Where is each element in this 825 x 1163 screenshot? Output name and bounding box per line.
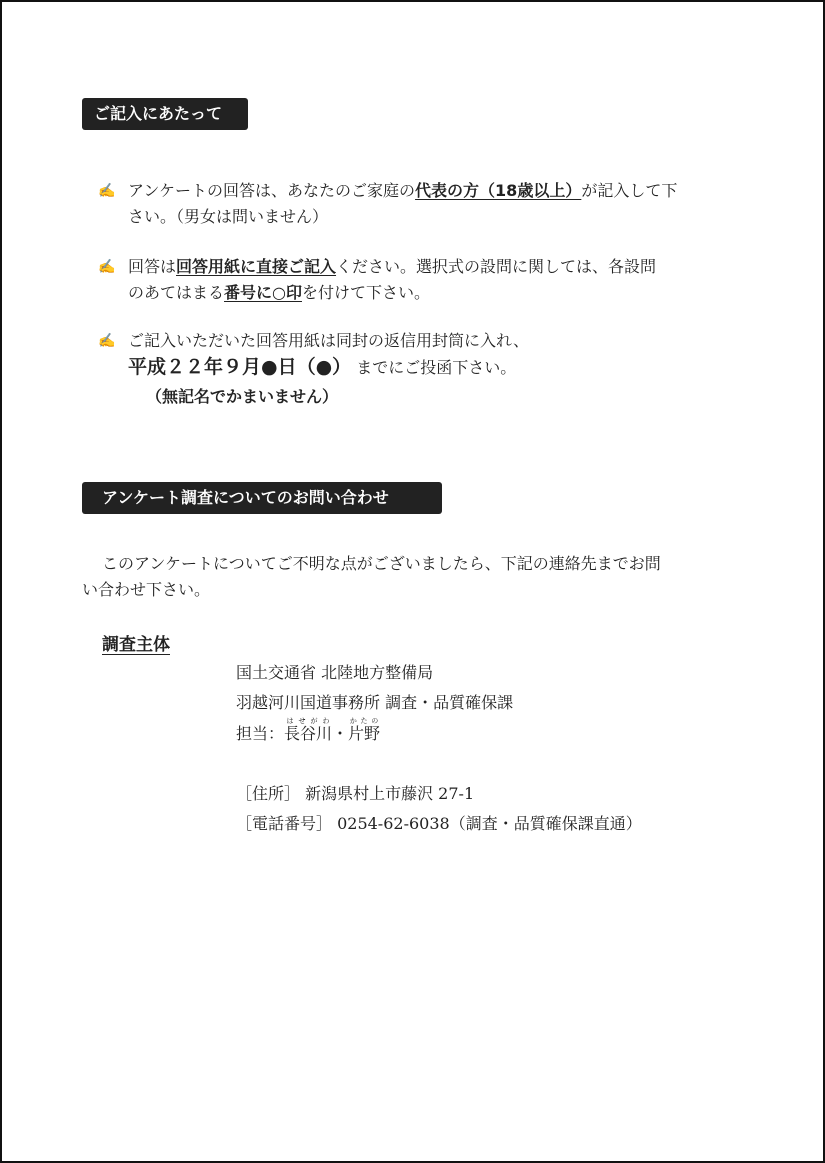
instruction-item-return-deadline	[98, 328, 728, 381]
contact-name-hasegawa: 長谷川はせがわ	[284, 717, 333, 743]
contact-person: 担当：長谷川はせがわ・片野かたの	[236, 717, 381, 743]
instruction-item-answer-sheet	[98, 254, 728, 306]
anonymous-note: （無記名でかまいません）	[146, 387, 339, 406]
pen-writing-icon: ✍	[98, 333, 116, 349]
org-line-ministry: 国土交通省 北陸地方整備局	[236, 663, 434, 682]
emphasis-text: 代表の方（18歳以上）	[415, 181, 582, 200]
emphasis-text: 番号に○印	[224, 283, 302, 302]
contact-name-katano: 片野かたの	[348, 717, 381, 743]
contact-address: ［住所］ 新潟県村上市藤沢 27-1	[236, 784, 475, 803]
pen-writing-icon: ✍	[98, 259, 116, 275]
pen-writing-icon: ✍	[98, 183, 116, 199]
instruction-text: アンケートの回答は、あなたのご家庭の代表の方（18歳以上）が記入して下 さい。（男女は問いません）	[128, 181, 678, 226]
deadline-date: 平成２２年９月●日（●）	[128, 356, 352, 378]
survey-body-label: 調査主体	[102, 635, 170, 655]
org-line-office: 羽越河川国道事務所 調査・品質確保課	[236, 693, 514, 712]
instruction-item-respondent	[98, 178, 728, 230]
section-heading-instructions: ご記入にあたって	[82, 98, 248, 130]
section-heading-inquiries: アンケート調査についてのお問い合わせ	[82, 482, 442, 514]
contact-phone: ［電話番号］ 0254-62-6038（調査・品質確保課直通）	[236, 814, 642, 833]
inquiry-intro-text: このアンケートについてご不明な点がございましたら、下記の連絡先までお問 い合わせ下さい。	[82, 554, 661, 599]
emphasis-text: 回答用紙に直接ご記入	[176, 257, 337, 276]
instruction-text: 回答は回答用紙に直接ご記入ください。選択式の設問に関しては、各設問 のあてはまる番号に○印を付けて下さい。	[128, 257, 657, 302]
instruction-text: ご記入いただいた回答用紙は同封の返信用封筒に入れ、 平成２２年９月●日（●） までにご投函下さい。	[128, 331, 529, 378]
